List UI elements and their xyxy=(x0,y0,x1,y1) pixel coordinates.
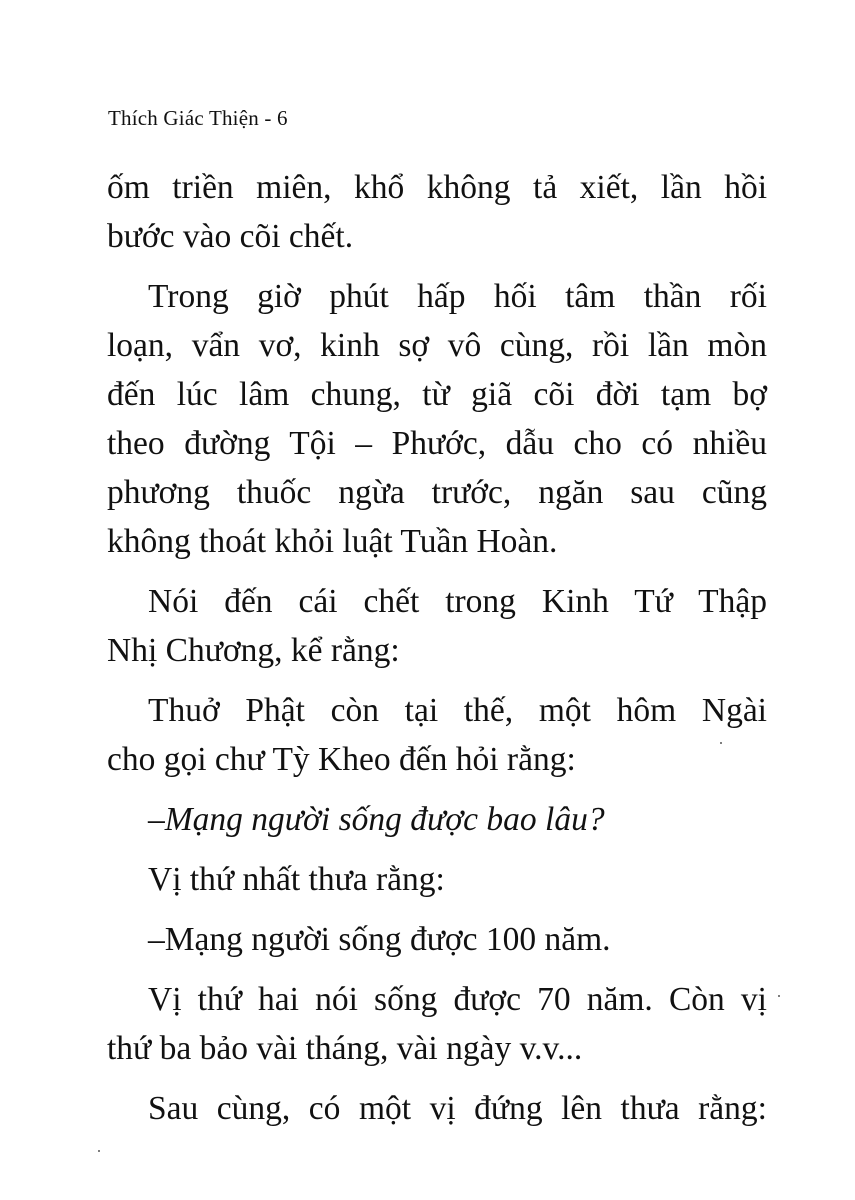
scan-speck xyxy=(720,742,722,744)
text-line: không thoát khỏi luật Tuần Hoàn. xyxy=(107,523,558,560)
text-line: phương thuốc ngừa trước, ngăn sau cũng xyxy=(107,474,767,511)
paragraph-7 xyxy=(107,915,767,964)
scan-speck xyxy=(778,995,780,997)
text-line: Vị thứ hai nói sống được 70 năm. Còn vị xyxy=(148,981,767,1018)
text-line: Vị thứ nhất thưa rằng: xyxy=(148,861,445,898)
dialogue-answer: –Mạng người sống được 100 năm. xyxy=(148,921,611,958)
running-header: Thích Giác Thiện - 6 xyxy=(108,106,288,130)
paragraph-1 xyxy=(107,163,767,261)
text-line: Nhị Chương, kể rằng: xyxy=(107,632,400,669)
scan-speck xyxy=(98,1150,100,1152)
paragraph-4 xyxy=(107,686,767,784)
text-line: Thuở Phật còn tại thế, một hôm Ngài xyxy=(148,692,767,729)
text-line: Trong giờ phút hấp hối tâm thần rối xyxy=(148,278,767,315)
text-line: Sau cùng, có một vị đứng lên thưa rằng: xyxy=(148,1090,767,1127)
text-line: loạn, vẩn vơ, kinh sợ vô cùng, rồi lần mòn xyxy=(107,327,767,364)
paragraph-8 xyxy=(107,975,767,1073)
paragraph-9 xyxy=(107,1084,767,1133)
paragraph-5 xyxy=(107,795,767,844)
text-line: thứ ba bảo vài tháng, vài ngày v.v... xyxy=(107,1030,583,1067)
paragraph-2 xyxy=(107,272,767,566)
text-line: Nói đến cái chết trong Kinh Tứ Thập xyxy=(148,583,767,620)
dialogue-question: –Mạng người sống được bao lâu? xyxy=(148,801,605,838)
text-line: đến lúc lâm chung, từ giã cõi đời tạm bợ xyxy=(107,376,767,413)
text-line: theo đường Tội – Phước, dẫu cho có nhiều xyxy=(107,425,767,462)
text-line: bước vào cõi chết. xyxy=(107,218,354,255)
text-line: cho gọi chư Tỳ Kheo đến hỏi rằng: xyxy=(107,741,576,778)
paragraph-6 xyxy=(107,855,767,904)
text-line: ốm triền miên, khổ không tả xiết, lần hồi xyxy=(107,169,767,206)
paragraph-3 xyxy=(107,577,767,675)
body-text xyxy=(107,163,767,1144)
